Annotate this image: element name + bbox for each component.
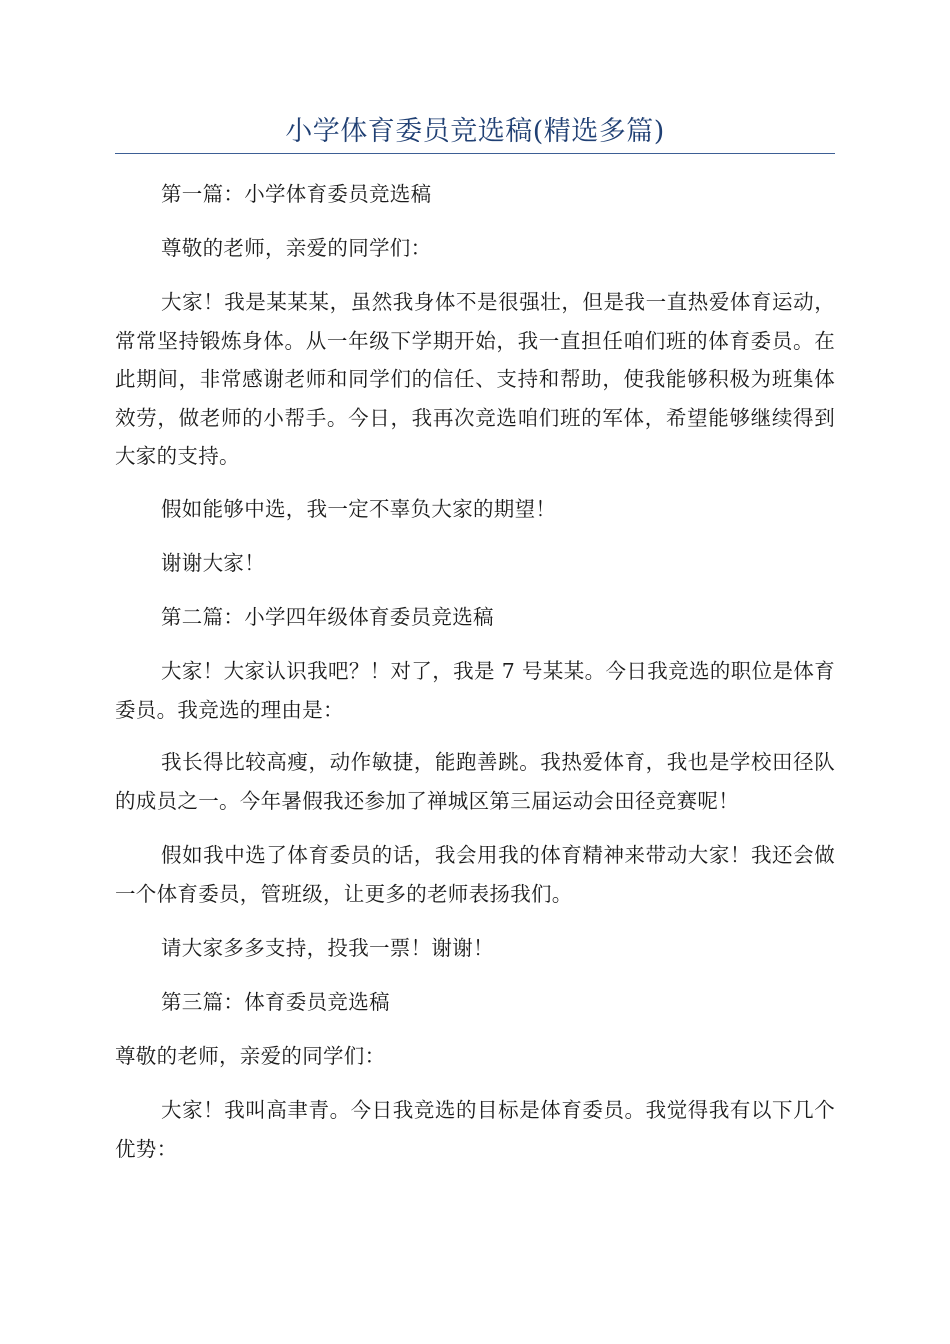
body-paragraph-8: 大家！我叫高聿青。今日我竞选的目标是体育委员。我觉得我有以下几个优势：: [115, 1098, 835, 1161]
title-underline: [115, 153, 835, 154]
salutation-1: 尊敬的老师，亲爱的同学们：: [161, 236, 432, 260]
body-paragraph-5: 我长得比较高瘦，动作敏捷，能跑善跳。我热爱体育，我也是学校田径队的成员之一。今年暑假我还参加了禅城区第三届运动会田径竞赛呢！: [115, 750, 835, 813]
heading-part-1: 第一篇：小学体育委员竞选稿: [161, 182, 432, 206]
body-paragraph-6: 假如我中选了体育委员的话，我会用我的体育精神来带动大家！我还会做一个体育委员，管班级，让更多的老师表扬我们。: [115, 843, 835, 906]
document-title: 小学体育委员竞选稿(精选多篇): [285, 116, 665, 147]
body-paragraph-7: 请大家多多支持，投我一票！谢谢！: [161, 936, 494, 960]
body-paragraph-4: 大家！大家认识我吧？！对了，我是 7 号某某。今日我竞选的职位是体育委员。我竞选的理由是：: [115, 659, 835, 722]
heading-part-3: 第三篇：体育委员竞选稿: [161, 990, 390, 1014]
body-paragraph-3: 谢谢大家！: [161, 551, 265, 575]
body-paragraph-1: 大家！我是某某某，虽然我身体不是很强壮，但是我一直热爱体育运动，常常坚持锻炼身体。从一年级下学期开始，我一直担任咱们班的体育委员。在此期间，非常感谢老师和同学们的信任、支持和帮助，使我能够积极为班集体效劳，做老师的小帮手。今日，我再次竞选咱们班的军体，希望能够继续得到大家的支持。: [115, 290, 835, 468]
body-paragraph-2: 假如能够中选，我一定不辜负大家的期望！: [161, 497, 557, 521]
heading-part-2: 第二篇：小学四年级体育委员竞选稿: [161, 605, 494, 629]
salutation-3: 尊敬的老师，亲爱的同学们：: [115, 1044, 386, 1068]
